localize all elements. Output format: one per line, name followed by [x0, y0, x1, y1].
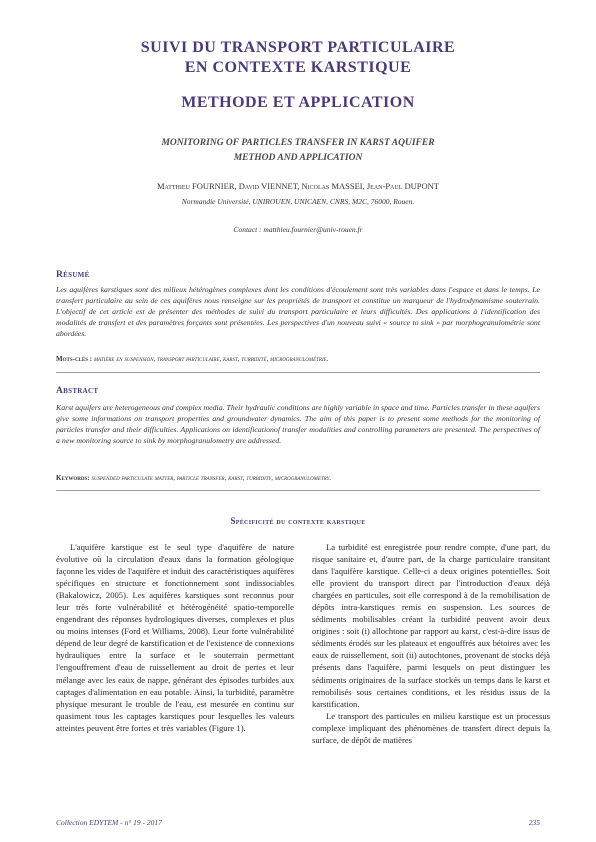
paper-title-line-3: METHODE ET APPLICATION: [181, 94, 415, 111]
page-number: 235: [528, 818, 540, 827]
abstract-text: Karst aquifers are heterogeneous and complex media. Their hydraulic conditions are highly variable in space and time. Particles transfer in these aquifers give some informations on transport properties and groundwater dynamics. The aim of this paper is to present some methods for the monitoring of particles transfer and their difficulties. Applications on identificationof transfer modalities and controlling parameters are presented. The perspectives of a new monitoring source to sink by morphogranulometry are addressed.: [56, 403, 540, 445]
resume-text: Les aquifères karstiques sont des milieux hétérogènes complexes dont les conditions d'écoulement sont très variables dans l'espace et dans le temps. Le transfert particulaire au sein de ces aquifères nous renseigne sur les propriétés de transport et constitue un marqueur de l'hydrodynamisme souterrain. L'objectif de cet article est de présenter des méthodes de suivi du transport particulaire et leurs difficultés. Des applications à l'identification des modalités de transfert et des paramètres forçants sont présentées. Les perspectives d'un nouveau suivi « source to sink » par morphogranulométrie sont abordées.: [56, 285, 540, 338]
section-divider: [56, 490, 540, 491]
resume-keywords-values: matière en suspension, transport particulaire, karst, turbidité, microgranulométrie.: [93, 355, 329, 363]
abstract-keywords-label: Keywords:: [56, 474, 90, 482]
contact-email: Contact : matthieu.fournier@univ-rouen.fr: [233, 225, 363, 234]
english-title-line-2: METHOD AND APPLICATION: [233, 153, 363, 163]
authors: Matthieu FOURNIER, David VIENNET, Nicolas MASSEI, Jean-Paul DUPONT: [156, 181, 440, 191]
body-paragraph: L'aquifère karstique est le seul type d'aquifère de nature évolutive où la circulation d'eaux dans la formation géologique façonne les vides de l'aquifère et induit des caractéristiques aquifères spécifiques en structure et fonctionnement sont indissociables (Bakalowicz, 2005). Les aquifères karstiques sont reconnus pour leur très forte vulnérabilité et hétérogénéité spatio-temporelle engendrant des réponses hydrologiques diverses, complexes et plus ou moins intenses (Ford et Williams, 2008). Leur forte vulnérabilité dépend de leur degré de karstification et de l'existence de connexions hydrauliques entre la surface et le souterrain permettant l'engouffrement d'eau de ruissellement au droit de pertes et leur mélange avec les eaux de nappe, générant des épisodes turbides aux captages d'alimentation en eau potable. Ainsi, la turbidité, paramètre physique mesurant le trouble de l'eau, est mesurée en continu sur quasiment tous les captages karstiques pour lesquelles les valeurs atteintes peuvent être fortes et très variables (Figure 1).: [56, 542, 294, 733]
abstract-keywords: [56, 474, 540, 482]
body-column-right: [312, 541, 550, 746]
section-heading: Spécificité du contexte karstique: [230, 516, 366, 526]
body-paragraph: Le transport des particules en milieu karstique est un processus complexe impliquant des phénomènes de transfert direct depuis la surface, de dépôt de matières: [312, 710, 550, 745]
resume-keywords: [56, 355, 540, 363]
affiliation: Normandie Université, UNIROUEN, UNICAEN, CNRS, M2C, 76000, Rouen.: [181, 197, 415, 206]
section-divider: [56, 372, 540, 373]
abstract-keywords-values: suspended particulate matter, particle transfer, karst, turbidity, microgranulometry.: [91, 474, 332, 482]
english-title-line-1: MONITORING OF PARTICLES TRANSFER IN KARST AQUIFER: [161, 138, 435, 148]
resume-heading: Résumé: [56, 270, 90, 280]
paper-title-line-1: SUIVI DU TRANSPORT PARTICULAIRE: [140, 39, 456, 56]
body-paragraph: La turbidité est enregistrée pour rendre compte, d'une part, du risque sanitaire et, d'autre part, de la charge particulaire transitant dans l'aquifère karstique. Celle-ci a deux origines potentielles. Soit elle provient du transport direct par l'introduction d'eaux déjà chargées en particules, soit elle correspond à de la remobilisation de dépôts intra-karstiques remis en suspension. Les sources de sédiments mobilisables créant la turbidité peuvent avoir deux origines : soit (i) allochtone par rapport au karst, c'est-à-dire issus de sédiments érodés sur les plateaux et engouffrés aux bétoires avec les eaux de ruissellement, soit (ii) autochtones, provenant de stocks déjà présents dans l'aquifère, parmi lesquels on peut distinguer les sédiments originaires de la surface stockés un temps dans le karst et remobilisés sous certaines conditions, et les résidus issus de la karstification.: [312, 542, 550, 709]
paper-title-line-2: EN CONTEXTE KARSTIQUE: [184, 59, 412, 76]
abstract-heading: Abstract: [56, 386, 99, 396]
resume-keywords-label: Mots-clés :: [56, 355, 93, 363]
body-column-left: [56, 541, 294, 734]
footer-collection: Collection EDYTEM - n° 19 - 2017: [56, 818, 162, 827]
